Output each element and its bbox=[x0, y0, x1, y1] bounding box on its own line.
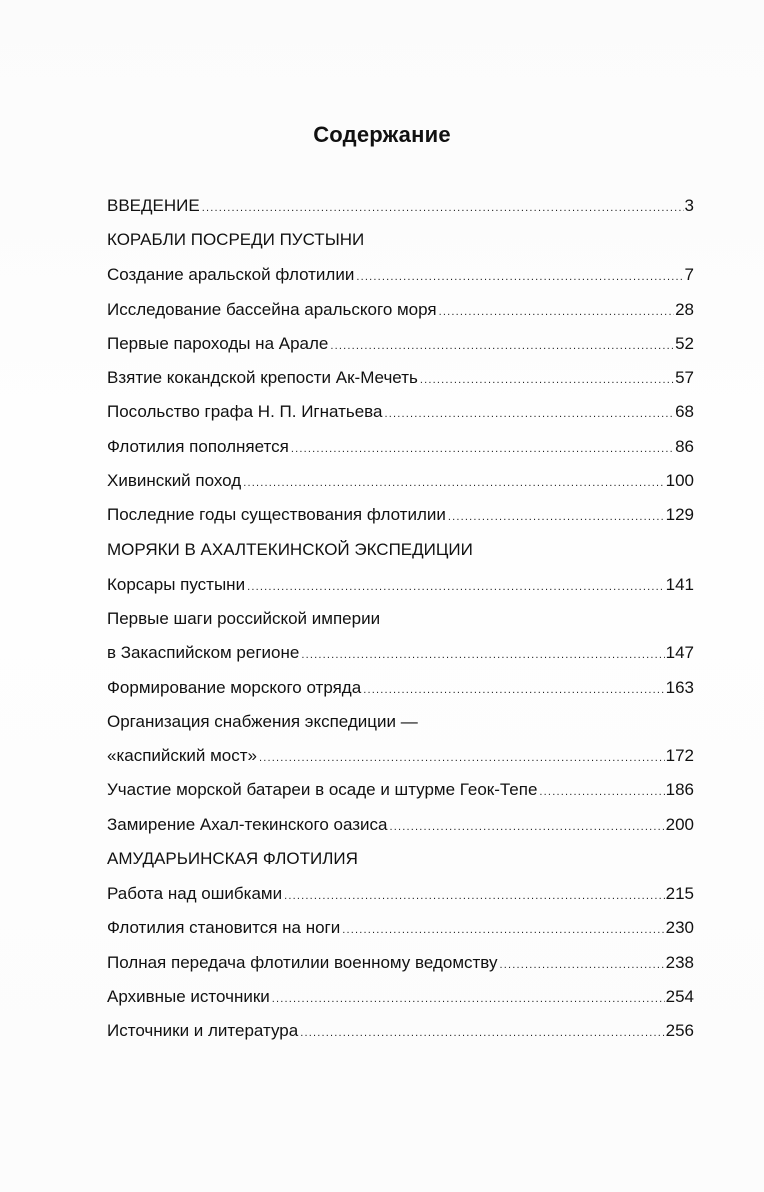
toc-entry-line bbox=[107, 609, 694, 643]
entry-title: Взятие кокандской крепости Ак-Мечеть bbox=[107, 368, 418, 388]
toc-entry bbox=[107, 300, 694, 334]
page-number: 57 bbox=[675, 368, 694, 388]
toc-entry bbox=[107, 780, 694, 814]
dot-leader bbox=[291, 443, 674, 455]
entry-title: Создание аральской флотилии bbox=[107, 265, 355, 285]
toc-entry-line bbox=[107, 712, 694, 746]
toc-entry bbox=[107, 196, 694, 230]
page-number: 238 bbox=[665, 952, 694, 972]
toc-entry bbox=[107, 505, 694, 539]
page-number: 52 bbox=[675, 333, 694, 353]
toc-section-heading bbox=[107, 849, 694, 884]
dot-leader bbox=[448, 511, 665, 523]
dot-leader bbox=[439, 306, 674, 318]
dot-leader bbox=[384, 408, 674, 420]
toc-entry bbox=[107, 643, 694, 677]
dot-leader bbox=[300, 1027, 664, 1039]
toc-entry bbox=[107, 918, 694, 952]
toc-section-heading bbox=[107, 230, 694, 265]
dot-leader bbox=[259, 752, 665, 764]
toc-entry bbox=[107, 437, 694, 471]
dot-leader bbox=[202, 202, 684, 214]
entry-title: Первые шаги российской империи bbox=[107, 608, 381, 628]
page-number: 68 bbox=[675, 402, 694, 422]
page-number: 186 bbox=[665, 780, 694, 800]
toc-entry bbox=[107, 265, 694, 299]
dot-leader bbox=[389, 821, 664, 833]
toc-entry bbox=[107, 987, 694, 1021]
page-number: 7 bbox=[684, 265, 694, 285]
entry-title: Архивные источники bbox=[107, 986, 270, 1006]
table-of-contents bbox=[107, 196, 694, 1056]
entry-title: ВВЕДЕНИЕ bbox=[107, 196, 200, 215]
dot-leader bbox=[363, 684, 664, 696]
toc-entry bbox=[107, 402, 694, 436]
toc-entry bbox=[107, 1021, 694, 1055]
toc-entry bbox=[107, 884, 694, 918]
entry-title: Формирование морского отряда bbox=[107, 677, 362, 697]
entry-title: Флотилия пополняется bbox=[107, 436, 289, 456]
toc-entry bbox=[107, 575, 694, 609]
toc-section-heading bbox=[107, 540, 694, 575]
page-number: 256 bbox=[665, 1021, 694, 1041]
entry-title: Замирение Ахал-текинского оазиса bbox=[107, 814, 388, 834]
dot-leader bbox=[420, 374, 674, 386]
dot-leader bbox=[539, 786, 664, 798]
entry-title: Исследование бассейна аральского моря bbox=[107, 299, 437, 319]
page-number: 172 bbox=[665, 746, 694, 766]
dot-leader bbox=[247, 581, 665, 593]
page-number: 100 bbox=[665, 471, 694, 491]
entry-title: Хивинский поход bbox=[107, 471, 242, 491]
toc-entry bbox=[107, 815, 694, 849]
entry-title: Флотилия становится на ноги bbox=[107, 918, 341, 938]
entry-title: в Закаспийском регионе bbox=[107, 643, 300, 663]
toc-entry bbox=[107, 746, 694, 780]
dot-leader bbox=[284, 890, 665, 902]
toc-entry bbox=[107, 334, 694, 368]
entry-title: Посольство графа Н. П. Игнатьева bbox=[107, 402, 383, 422]
page-number: 163 bbox=[665, 677, 694, 697]
dot-leader bbox=[356, 271, 683, 283]
page-title: Содержание bbox=[313, 122, 451, 147]
dot-leader bbox=[499, 959, 664, 971]
entry-title: Полная передача флотилии военному ведомству bbox=[107, 952, 498, 972]
toc-entry bbox=[107, 678, 694, 712]
dot-leader bbox=[301, 649, 664, 661]
page-number: 147 bbox=[665, 643, 694, 663]
section-title: МОРЯКИ В АХАЛТЕКИНСКОЙ ЭКСПЕДИЦИИ bbox=[107, 539, 473, 559]
dot-leader bbox=[243, 477, 664, 489]
page-number: 141 bbox=[665, 574, 694, 594]
entry-title: Работа над ошибками bbox=[107, 884, 283, 904]
entry-title: Участие морской батареи в осаде и штурме Геок-Тепе bbox=[107, 780, 538, 800]
page-number: 28 bbox=[675, 299, 694, 319]
section-title: АМУДАРЬИНСКАЯ ФЛОТИЛИЯ bbox=[107, 849, 358, 869]
toc-entry bbox=[107, 368, 694, 402]
entry-title: Корсары пустыни bbox=[107, 574, 246, 594]
page-number: 200 bbox=[665, 814, 694, 834]
page-number: 230 bbox=[665, 918, 694, 938]
section-title: КОРАБЛИ ПОСРЕДИ ПУСТЫНИ bbox=[107, 230, 365, 250]
dot-leader bbox=[330, 340, 674, 352]
dot-leader bbox=[342, 924, 664, 936]
page-number: 254 bbox=[665, 986, 694, 1006]
page-number: 3 bbox=[684, 196, 694, 215]
toc-entry bbox=[107, 953, 694, 987]
entry-title: Последние годы существования флотилии bbox=[107, 505, 446, 525]
toc-entry bbox=[107, 471, 694, 505]
entry-title: Первые пароходы на Арале bbox=[107, 333, 329, 353]
page-number: 86 bbox=[675, 436, 694, 456]
page-number: 129 bbox=[665, 505, 694, 525]
entry-title: Источники и литература bbox=[107, 1021, 299, 1041]
dot-leader bbox=[272, 993, 665, 1005]
entry-title: «каспийский мост» bbox=[107, 746, 257, 766]
entry-title: Организация снабжения экспедиции — bbox=[107, 711, 418, 731]
page-number: 215 bbox=[665, 884, 694, 904]
